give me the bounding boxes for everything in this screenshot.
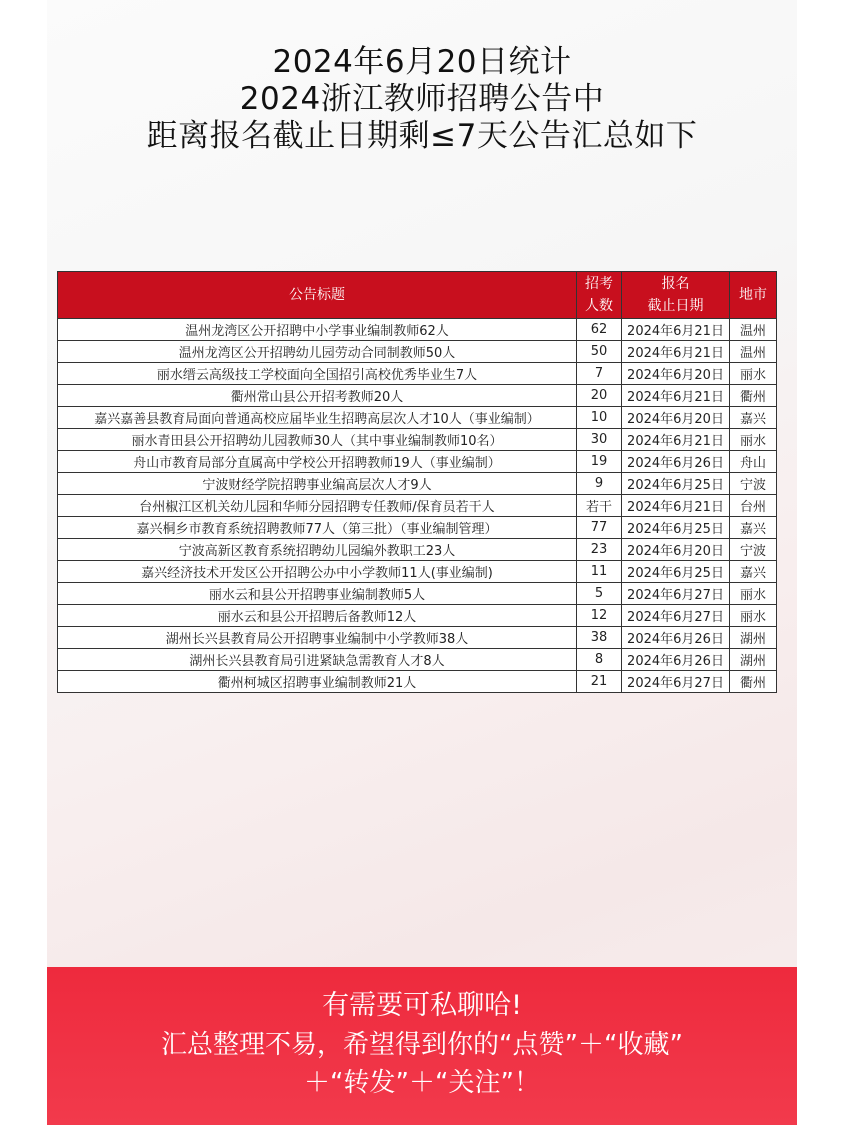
table-row <box>58 451 777 473</box>
cell-deadline: 2024年6月25日 <box>622 473 730 495</box>
cell-deadline: 2024年6月26日 <box>622 627 730 649</box>
cell-count: 11 <box>577 561 622 583</box>
cell-city: 嘉兴 <box>730 407 777 429</box>
cell-title: 宁波财经学院招聘事业编高层次人才9人 <box>58 473 577 495</box>
header-deadline-line1: 报名 <box>661 276 690 292</box>
cell-deadline: 2024年6月27日 <box>622 583 730 605</box>
table-row <box>58 341 777 363</box>
cell-title: 丽水缙云高级技工学校面向全国招引高校优秀毕业生7人 <box>58 363 577 385</box>
cell-deadline: 2024年6月20日 <box>622 407 730 429</box>
cell-count: 23 <box>577 539 622 561</box>
cell-count: 7 <box>577 363 622 385</box>
cell-count: 9 <box>577 473 622 495</box>
cell-deadline: 2024年6月27日 <box>622 671 730 693</box>
cell-title: 湖州长兴县教育局引进紧缺急需教育人才8人 <box>58 649 577 671</box>
cell-title: 丽水云和县公开招聘后备教师12人 <box>58 605 577 627</box>
banner-line-follow: ＋“转发”＋“关注”！ <box>304 1068 540 1098</box>
cell-city: 衢州 <box>730 385 777 407</box>
cell-deadline: 2024年6月25日 <box>622 517 730 539</box>
table-row <box>58 517 777 539</box>
banner-line-contact: 有需要可私聊哈! <box>322 990 522 1021</box>
cell-deadline: 2024年6月26日 <box>622 649 730 671</box>
table-header-row <box>58 272 777 319</box>
cell-count: 19 <box>577 451 622 473</box>
cell-city: 丽水 <box>730 429 777 451</box>
cell-count: 10 <box>577 407 622 429</box>
cell-count: 5 <box>577 583 622 605</box>
cell-count: 30 <box>577 429 622 451</box>
notice-page <box>47 0 797 1125</box>
cell-count: 50 <box>577 341 622 363</box>
cell-title: 衢州柯城区招聘事业编制教师21人 <box>58 671 577 693</box>
cell-city: 嘉兴 <box>730 561 777 583</box>
cell-title: 衢州常山县公开招考教师20人 <box>58 385 577 407</box>
cell-count: 38 <box>577 627 622 649</box>
cell-deadline: 2024年6月27日 <box>622 605 730 627</box>
cell-city: 舟山 <box>730 451 777 473</box>
cell-city: 宁波 <box>730 473 777 495</box>
table-body <box>58 319 777 693</box>
cell-title: 温州龙湾区公开招聘幼儿园劳动合同制教师50人 <box>58 341 577 363</box>
cell-city: 台州 <box>730 495 777 517</box>
header-deadline-line2: 截止日期 <box>647 298 704 314</box>
cell-deadline: 2024年6月20日 <box>622 539 730 561</box>
cell-deadline: 2024年6月21日 <box>622 385 730 407</box>
cell-count: 62 <box>577 319 622 341</box>
cell-count: 20 <box>577 385 622 407</box>
cell-city: 丽水 <box>730 363 777 385</box>
table-row <box>58 583 777 605</box>
cell-title: 丽水云和县公开招聘事业编制教师5人 <box>58 583 577 605</box>
cell-title: 丽水青田县公开招聘幼儿园教师30人（其中事业编制教师10名） <box>58 429 577 451</box>
cell-city: 衢州 <box>730 671 777 693</box>
cell-city: 温州 <box>730 341 777 363</box>
cell-title: 嘉兴桐乡市教育系统招聘教师77人（第三批）（事业编制管理） <box>58 517 577 539</box>
cell-title: 宁波高新区教育系统招聘幼儿园编外教职工23人 <box>58 539 577 561</box>
table-row <box>58 495 777 517</box>
cell-deadline: 2024年6月21日 <box>622 341 730 363</box>
title-line-subject: 2024浙江教师招聘公告中 <box>239 81 605 117</box>
header-title: 公告标题 <box>58 272 577 319</box>
notice-table <box>57 271 777 693</box>
cell-deadline: 2024年6月21日 <box>622 495 730 517</box>
cell-title: 温州龙湾区公开招聘中小学事业编制教师62人 <box>58 319 577 341</box>
cell-deadline: 2024年6月21日 <box>622 429 730 451</box>
table-row <box>58 539 777 561</box>
table-row <box>58 319 777 341</box>
cell-deadline: 2024年6月21日 <box>622 319 730 341</box>
cell-deadline: 2024年6月25日 <box>622 561 730 583</box>
call-to-action-banner <box>47 967 797 1125</box>
cell-count: 8 <box>577 649 622 671</box>
header-count-line1: 招考 <box>585 276 613 292</box>
cell-deadline: 2024年6月26日 <box>622 451 730 473</box>
cell-title: 嘉兴经济技术开发区公开招聘公办中小学教师11人(事业编制) <box>58 561 577 583</box>
header-count-line2: 人数 <box>585 298 613 314</box>
cell-count: 77 <box>577 517 622 539</box>
table-row <box>58 605 777 627</box>
cell-title: 舟山市教育局部分直属高中学校公开招聘教师19人（事业编制） <box>58 451 577 473</box>
cell-city: 丽水 <box>730 605 777 627</box>
table-row <box>58 407 777 429</box>
table-row <box>58 363 777 385</box>
title-line-date: 2024年6月20日统计 <box>272 44 572 80</box>
cell-title: 湖州长兴县教育局公开招聘事业编制中小学教师38人 <box>58 627 577 649</box>
table-row <box>58 385 777 407</box>
table-row <box>58 627 777 649</box>
cell-deadline: 2024年6月20日 <box>622 363 730 385</box>
title-line-summary: 距离报名截止日期剩≤7天公告汇总如下 <box>146 118 698 154</box>
cell-count: 12 <box>577 605 622 627</box>
cell-city: 温州 <box>730 319 777 341</box>
table-row <box>58 649 777 671</box>
table-row <box>58 561 777 583</box>
cell-city: 湖州 <box>730 649 777 671</box>
table-row <box>58 429 777 451</box>
header-deadline <box>622 272 730 319</box>
header-city: 地市 <box>730 272 777 319</box>
header-count <box>577 272 622 319</box>
cell-city: 丽水 <box>730 583 777 605</box>
page-title <box>47 44 797 155</box>
table-row <box>58 473 777 495</box>
banner-line-thanks: 汇总整理不易，希望得到你的“点赞”＋“收藏” <box>161 1030 683 1060</box>
cell-count: 若干 <box>577 495 622 517</box>
cell-city: 嘉兴 <box>730 517 777 539</box>
cell-title: 嘉兴嘉善县教育局面向普通高校应届毕业生招聘高层次人才10人（事业编制） <box>58 407 577 429</box>
cell-city: 湖州 <box>730 627 777 649</box>
cell-title: 台州椒江区机关幼儿园和华师分园招聘专任教师/保育员若干人 <box>58 495 577 517</box>
table-row <box>58 671 777 693</box>
cell-city: 宁波 <box>730 539 777 561</box>
cell-count: 21 <box>577 671 622 693</box>
